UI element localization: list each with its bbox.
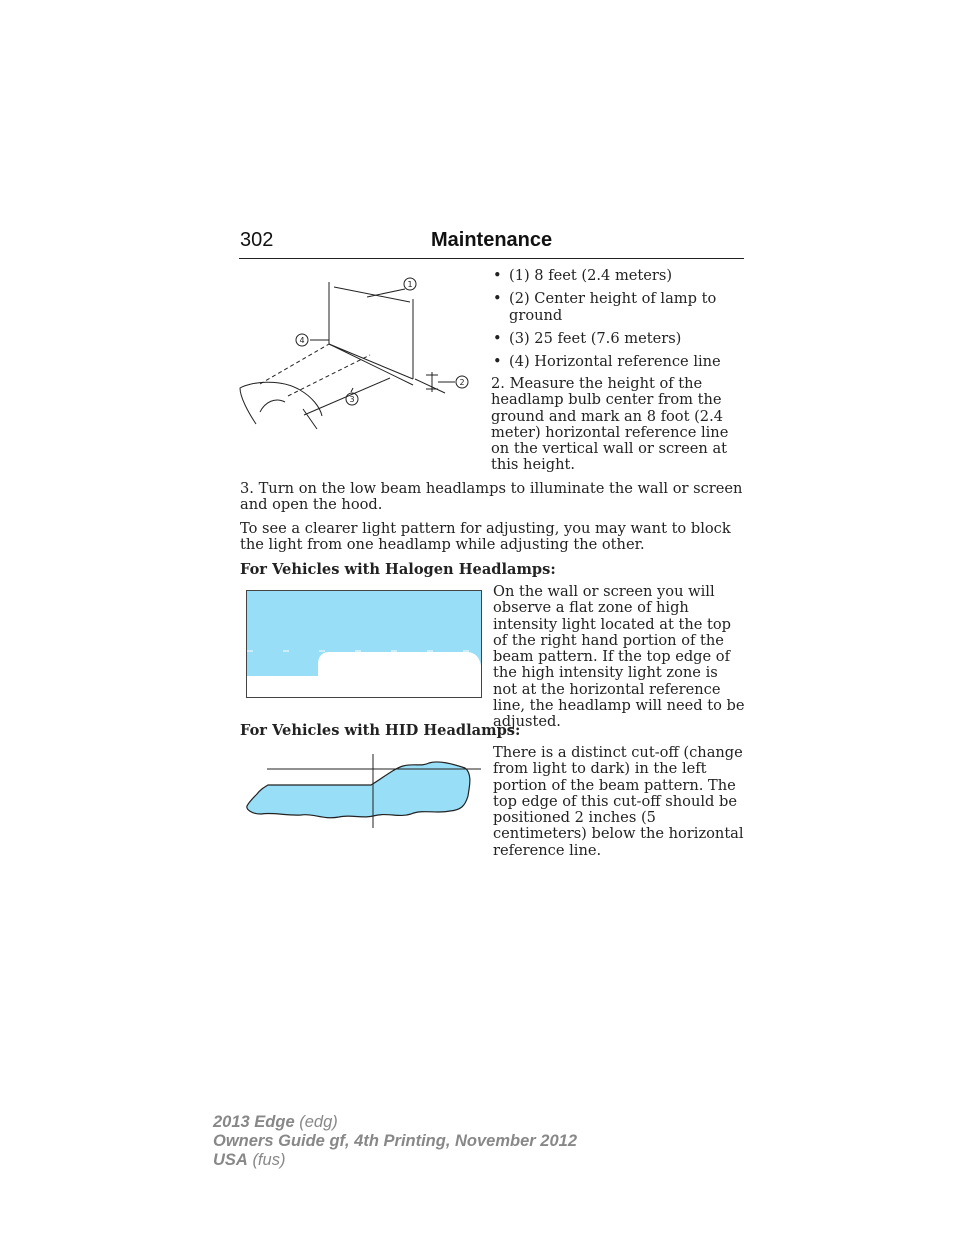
headlamp-aiming-diagram — [240, 272, 475, 432]
legend-item-1: (1) 8 feet (2.4 meters) — [509, 267, 673, 284]
tip-text: To see a clearer light pattern for adjusting, you may want to block the light from one headlamp while adjusting the other. — [240, 520, 731, 554]
step-2-text: 2. Measure the height of the headlamp bulb center from the ground and mark an 8 foot (2.4 meter) horizontal reference line on the vertical wall or screen at this height. — [491, 375, 729, 474]
list-item: • (1) 8 feet (2.4 meters) — [493, 267, 673, 284]
legend-item-4: (4) Horizontal reference line — [509, 353, 721, 371]
footer-region-code: (fus) — [252, 1151, 286, 1169]
hid-beam-pattern — [243, 754, 483, 830]
section-title: Maintenance — [431, 229, 553, 251]
hid-heading: For Vehicles with HID Headlamps: — [240, 722, 521, 739]
footer-model-code: (edg) — [299, 1113, 338, 1131]
hid-text: There is a distinct cut-off (change from light to dark) in the left portion of the beam pattern. The top edge of this cut-off should be positioned 2 inches (5 centimeters) below the horizontal reference line. — [493, 744, 744, 859]
legend-item-2: (2) Center height of lamp to ground — [509, 290, 717, 324]
diagram-legend — [491, 268, 746, 377]
step-3-text: 3. Turn on the low beam headlamps to illuminate the wall or screen and open the hood. — [240, 480, 743, 514]
callout-1: 1 — [407, 280, 413, 289]
page-number: 302 — [240, 229, 274, 251]
footer-guide: Owners Guide gf, 4th Printing, November 2012 — [213, 1132, 577, 1150]
print-footer — [213, 1113, 577, 1170]
footer-region: USA — [213, 1151, 248, 1169]
list-item: • (3) 25 feet (7.6 meters) — [493, 329, 682, 347]
callout-4: 4 — [299, 336, 305, 345]
halogen-text: On the wall or screen you will observe a flat zone of high intensity light located at the top of the right hand portion of the beam pattern. If the top edge of the high intensity light zone is not at the horizontal reference line, the headlamp will need to be adjusted. — [493, 583, 745, 731]
list-item: • (2) Center height of lamp to ground — [493, 290, 717, 324]
halogen-heading: For Vehicles with Halogen Headlamps: — [240, 561, 556, 578]
list-item: • (4) Horizontal reference line — [493, 353, 721, 371]
legend-item-3: (3) 25 feet (7.6 meters) — [509, 329, 682, 347]
header-rule — [239, 258, 744, 259]
callout-2: 2 — [459, 378, 465, 387]
halogen-beam-pattern — [246, 590, 482, 699]
callout-3: 3 — [349, 395, 355, 404]
footer-model: 2013 Edge — [213, 1113, 295, 1131]
